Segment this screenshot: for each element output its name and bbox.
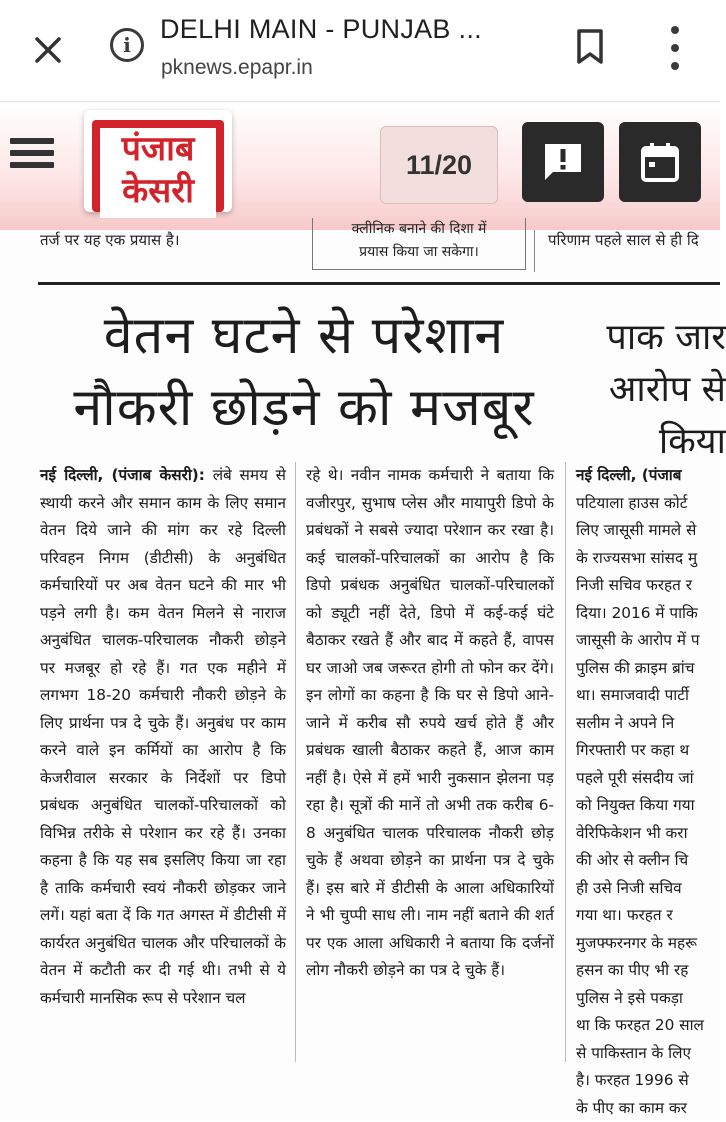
side-line: था। समाजवादी पार्टी bbox=[576, 682, 720, 710]
side-line: पटियाला हाउस कोर्ट bbox=[576, 490, 720, 518]
side-line: गिरफ्तारी पर कहा थ bbox=[576, 737, 720, 765]
side-line: हसन का पीए भी रह bbox=[576, 957, 720, 985]
bookmark-button[interactable] bbox=[570, 26, 610, 66]
previous-article-box: क्लीनिक बनाने की दिशा में प्रयास किया जा सकेगा। bbox=[312, 218, 526, 270]
close-button[interactable] bbox=[24, 26, 72, 74]
feedback-icon bbox=[541, 140, 585, 184]
side-line: पहले पूरी संसदीय जां bbox=[576, 765, 720, 793]
side-line: के राज्यसभा सांसद मु bbox=[576, 545, 720, 573]
newspaper-page[interactable] bbox=[0, 230, 720, 1120]
article-column-2 bbox=[306, 462, 554, 1082]
side-line: पुलिस ने इसे पकड़ा bbox=[576, 985, 720, 1013]
side-line: लिए जासूसी मामले से bbox=[576, 517, 720, 545]
close-icon bbox=[33, 35, 63, 65]
section-rule bbox=[38, 282, 720, 285]
side-line: की ओर से क्लीन चि bbox=[576, 847, 720, 875]
side-article-headline[interactable]: पाक जार आरोप से किया bbox=[586, 312, 726, 468]
side-line: मुजफ्फरनगर के महरू bbox=[576, 930, 720, 958]
calendar-button[interactable] bbox=[619, 122, 701, 202]
epaper-header bbox=[0, 102, 720, 230]
side-line: को नियुक्त किया गया bbox=[576, 792, 720, 820]
more-options-button[interactable] bbox=[660, 26, 690, 70]
logo[interactable] bbox=[84, 110, 232, 212]
side-line: था कि फरहत 20 साल bbox=[576, 1012, 720, 1040]
article-dateline: नई दिल्ली, (पंजाब केसरी): bbox=[40, 466, 205, 484]
side-article-column bbox=[576, 462, 720, 1082]
bookmark-icon bbox=[570, 26, 610, 66]
side-line: है। फरहत 1996 से bbox=[576, 1067, 720, 1095]
side-line: जासूसी के आरोप में प bbox=[576, 627, 720, 655]
page-title[interactable]: DELHI MAIN - PUNJAB ... bbox=[160, 14, 482, 45]
article-body-2: रहे थे। नवीन नामक कर्मचारी ने बताया कि वजीरपुर, सुभाष प्लेस और मायापुरी डिपो के प्रबंधकों ने सबसे ज्यादा परेशान कर रखा है। कई चालकों-परिचालकों का आरोप है कि डिपो प्रबंधक अनुबंधित चालकों-परिचालकों को ड्यूटी नहीं देते, डिपो में कई-कई घंटे बैठाकर रखते हैं और बाद में कहते हैं, वापस घर जाओ जब जरूरत होगी तो फोन कर देंगे। इन लोगों का कहना है कि घर से डिपो आने-जाने में करीब सौ रुपये खर्च होते हैं और प्रबंधक खाली बैठाकर कहते हैं, आज काम नहीं है। ऐसे में हमें भारी नुकसान झेलना पड़ रहा है। सूत्रों की मानें तो अभी तक करीब 6-8 अनुबंधित चालक परिचालक नौकरी छोड़ चुके हैं अथवा छोड़ने का प्रार्थना पत्र दे चुके हैं। इस बारे में डीटीसी के आला अधिकारियों ने भी चुप्पी साध ली। नाम नहीं बताने की शर्त पर एक आला अधिकारी ने बताया कि दर्जनों लोग नौकरी छोड़ने का पत्र दे चुके हैं। bbox=[306, 466, 554, 979]
menu-button[interactable] bbox=[10, 138, 54, 178]
side-line: वेरिफिकेशन भी करा bbox=[576, 820, 720, 848]
side-line: गया था। फरहत र bbox=[576, 902, 720, 930]
side-line: नई दिल्ली, (पंजाब bbox=[576, 462, 720, 490]
page-counter[interactable]: 11/20 bbox=[380, 126, 498, 204]
side-line: सलीम ने अपने नि bbox=[576, 710, 720, 738]
info-icon[interactable]: i bbox=[110, 28, 144, 62]
logo-frame bbox=[92, 120, 224, 212]
logo-text-kesari: केसरी bbox=[100, 172, 216, 210]
article-body-1: लंबे समय से स्थायी करने और समान काम के लिए समान वेतन दिये जाने की मांग कर रहे दिल्ली परिवहन निगम (डीटीसी) के अनुबंधित कर्मचारियों पर अब वेतन घटने की मार भी पड़ने लगी है। कम वेतन मिलने से नाराज अनुबंधित चालक-परिचालक नौकरी छोड़ने पर मजबूर हो रहे हैं। गत एक महीने में लगभग 18-20 कर्मचारी नौकरी छोड़ने के लिए प्रार्थना पत्र दे चुके हैं। अनुबंध पर काम करने वाले इन कर्मियों का आरोप है कि केजरीवाल सरकार के निर्देशों पर डिपो प्रबंधक अनुबंधित चालकों-परिचालकों को विभिन्न तरीके से परेशान कर रहे हैं। उनका कहना है कि यह सब इसलिए किया जा रहा है ताकि कर्मचारी स्वयं नौकरी छोड़कर जाने लगें। यहां बता दें कि गत अगस्त में डीटीसी में कार्यरत अनुबंधित चालक और परिचालकों के वेतन में कटौती कर दी गई थी। तभी से ये कर्मचारी मानसिक रूप से परेशान चल bbox=[40, 466, 286, 1007]
side-line: पुलिस की क्राइम ब्रांच bbox=[576, 655, 720, 683]
side-line: के पीए का काम कर bbox=[576, 1095, 720, 1122]
side-line: से पाकिस्तान के लिए bbox=[576, 1040, 720, 1068]
more-vert-icon bbox=[671, 26, 679, 34]
article-column-1 bbox=[40, 462, 286, 1082]
calendar-icon bbox=[638, 140, 682, 184]
feedback-button[interactable] bbox=[522, 122, 604, 202]
hamburger-menu-icon bbox=[10, 138, 54, 144]
side-line: ही उसे निजी सचिव bbox=[576, 875, 720, 903]
logo-text-punjab: पंजाब bbox=[100, 130, 216, 168]
browser-toolbar bbox=[0, 0, 720, 102]
page-url[interactable]: pknews.epapr.in bbox=[161, 56, 313, 80]
article-headline[interactable]: वेतन घटने से परेशान नौकरी छोड़ने को मजबूर bbox=[36, 300, 572, 444]
previous-article-snippet-right: परिणाम पहले साल से ही दि bbox=[548, 230, 699, 250]
side-line: निजी सचिव फरहत र bbox=[576, 572, 720, 600]
side-line: दिया। 2016 में पाकि bbox=[576, 600, 720, 628]
previous-article-snippet: तर्ज पर यह एक प्रयास है। bbox=[40, 230, 180, 250]
